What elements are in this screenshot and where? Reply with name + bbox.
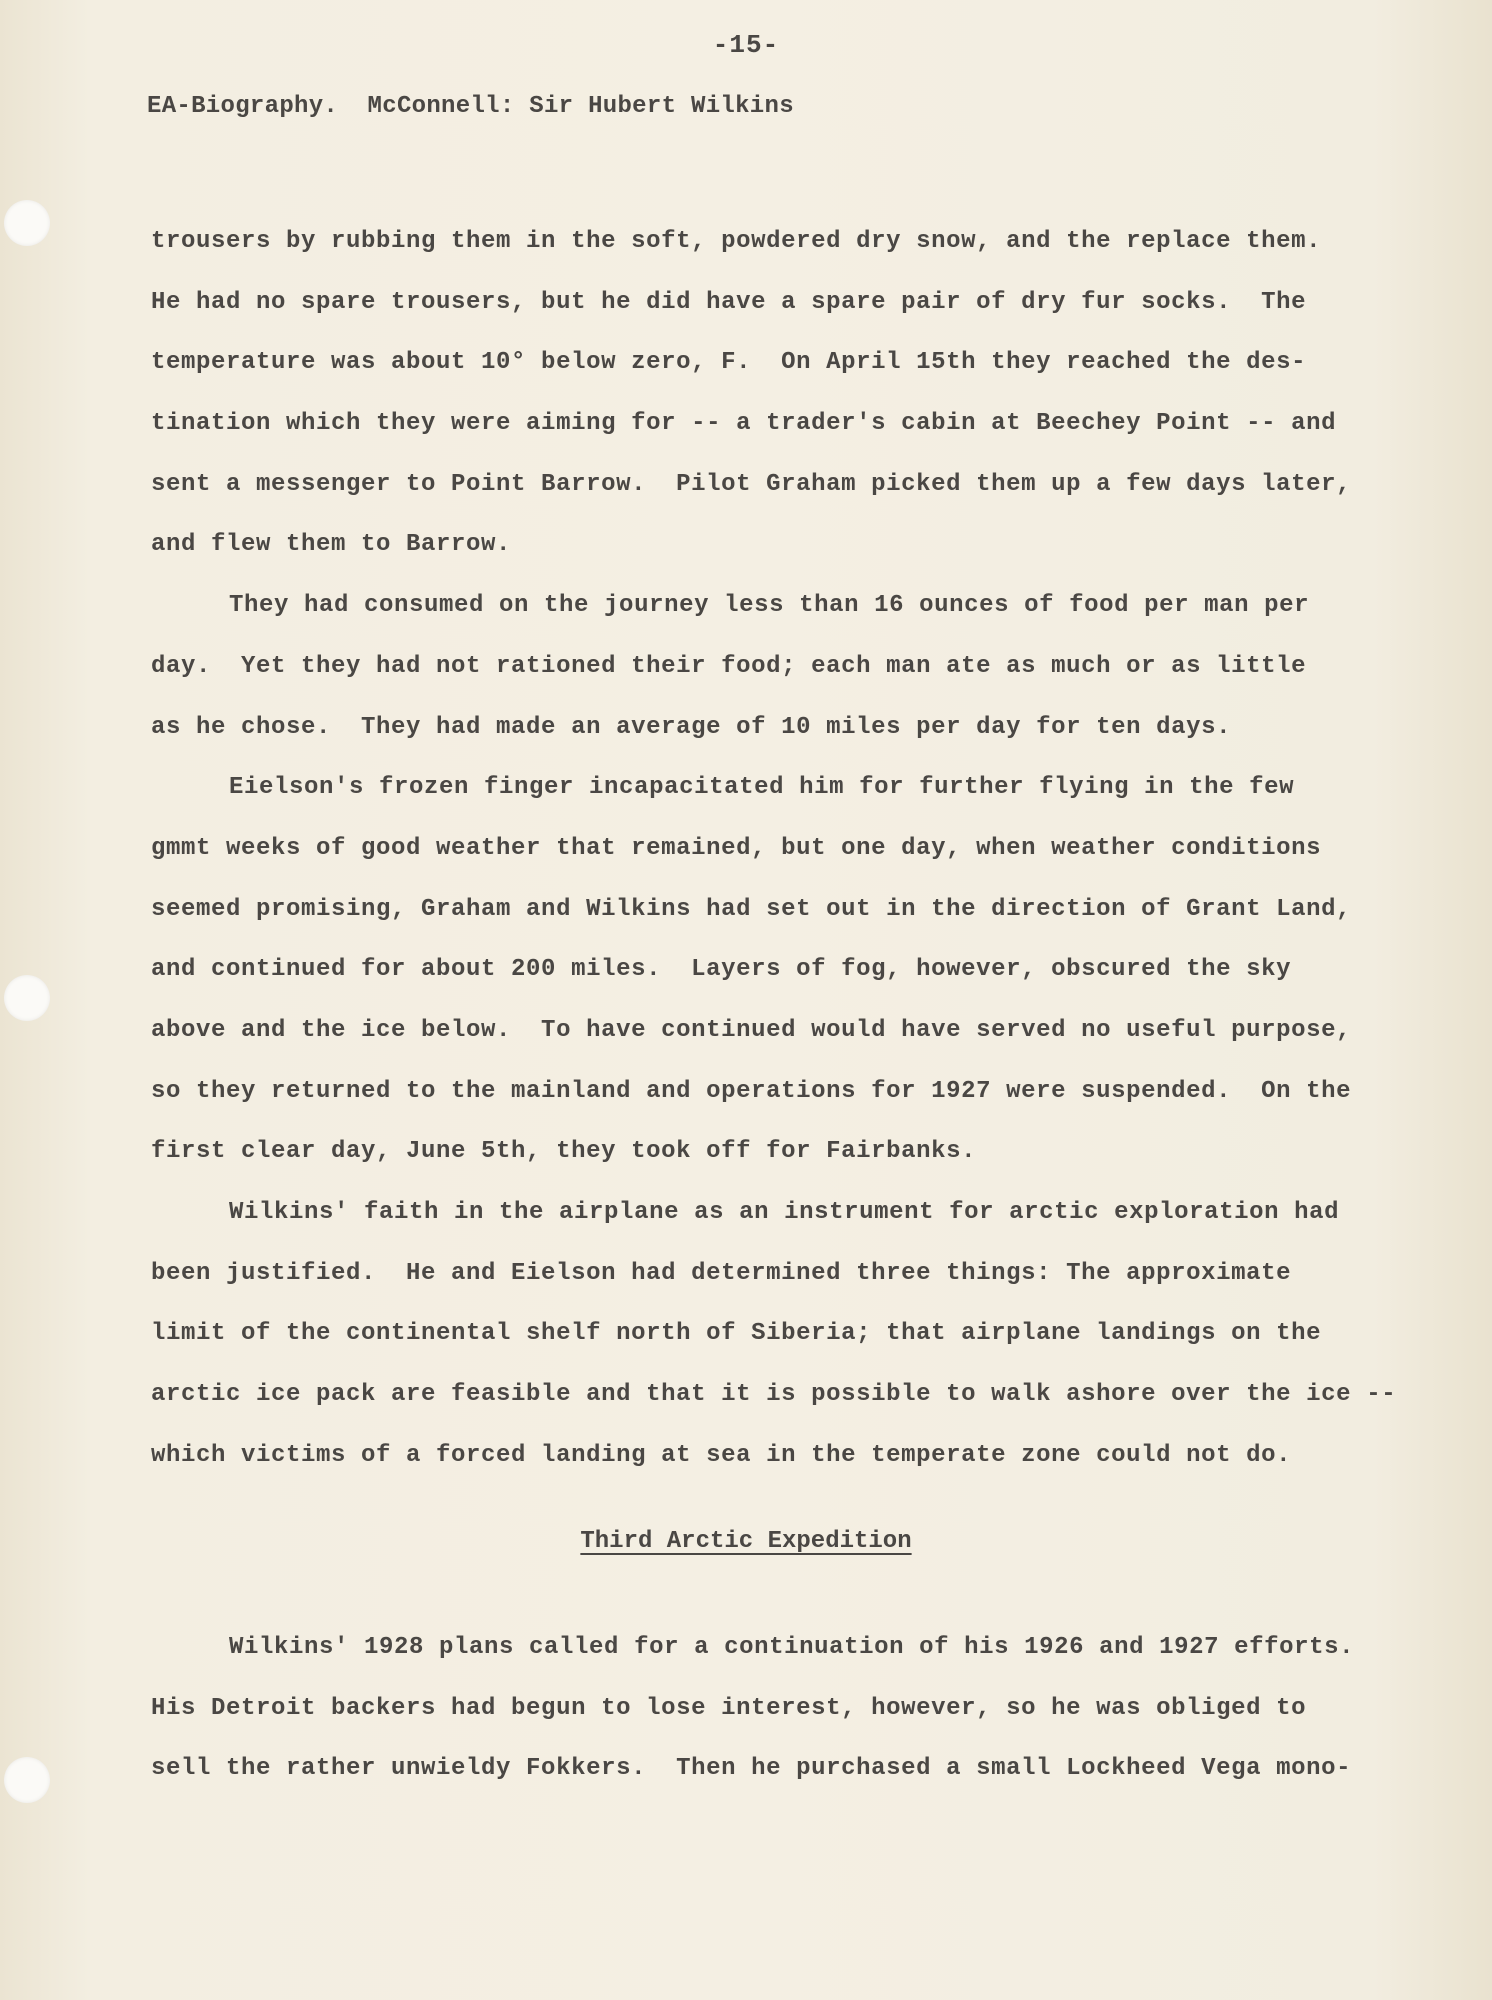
text-line: and continued for about 200 miles. Layers of fog, however, obscured the sky: [151, 956, 1292, 984]
text-line: gmmt weeks of good weather that remained, but one day, when weather conditions: [151, 834, 1322, 862]
body-text-section-two: [151, 1618, 1411, 1800]
text-line: seemed promising, Graham and Wilkins had set out in the direction of Grant Land,: [151, 895, 1352, 923]
text-line: limit of the continental shelf north of Siberia; that airplane landings on the: [151, 1320, 1322, 1348]
text-line: and flew them to Barrow.: [151, 531, 512, 559]
punch-hole-bottom: [4, 1757, 50, 1803]
text-line: He had no spare trousers, but he did have a spare pair of dry fur socks. The: [151, 288, 1307, 316]
punch-hole-top: [4, 200, 50, 246]
text-line: His Detroit backers had begun to lose interest, however, so he was obliged to: [151, 1694, 1307, 1722]
text-line: trousers by rubbing them in the soft, powdered dry snow, and the replace them.: [151, 228, 1322, 255]
running-head: EA-Biography. McConnell: Sir Hubert Wilkins: [147, 93, 794, 120]
text-line: so they returned to the mainland and operations for 1927 were suspended. On the: [151, 1077, 1352, 1105]
text-line: They had consumed on the journey less than 16 ounces of food per man per: [229, 592, 1310, 620]
text-line: arctic ice pack are feasible and that it is possible to walk ashore over the ice --: [151, 1381, 1397, 1409]
body-text-section-one: [151, 212, 1411, 1486]
text-line: Wilkins' 1928 plans called for a continuation of his 1926 and 1927 efforts.: [229, 1634, 1355, 1661]
text-line: which victims of a forced landing at sea in the temperate zone could not do.: [151, 1441, 1292, 1469]
text-line: sell the rather unwieldy Fokkers. Then he purchased a small Lockheed Vega mono-: [151, 1755, 1352, 1783]
text-line: day. Yet they had not rationed their food; each man ate as much or as little: [151, 652, 1307, 680]
text-line: Eielson's frozen finger incapacitated him for further flying in the few: [229, 774, 1295, 802]
text-line: above and the ice below. To have continued would have served no useful purpose,: [151, 1016, 1352, 1044]
text-line: been justified. He and Eielson had determined three things: The approximate: [151, 1259, 1292, 1287]
section-heading: Third Arctic Expedition: [580, 1528, 912, 1555]
punch-hole-middle: [4, 975, 50, 1021]
text-line: Wilkins' faith in the airplane as an instrument for arctic exploration had: [229, 1199, 1340, 1226]
text-line: temperature was about 10° below zero, F. On April 15th they reached the des-: [151, 349, 1307, 377]
text-line: sent a messenger to Point Barrow. Pilot Graham picked them up a few days later,: [151, 470, 1352, 498]
text-line: tination which they were aiming for -- a trader's cabin at Beechey Point -- and: [151, 410, 1337, 438]
page-number: -15-: [712, 30, 780, 60]
text-line: as he chose. They had made an average of 10 miles per day for ten days.: [151, 713, 1232, 741]
text-line: first clear day, June 5th, they took off for Fairbanks.: [151, 1138, 977, 1166]
